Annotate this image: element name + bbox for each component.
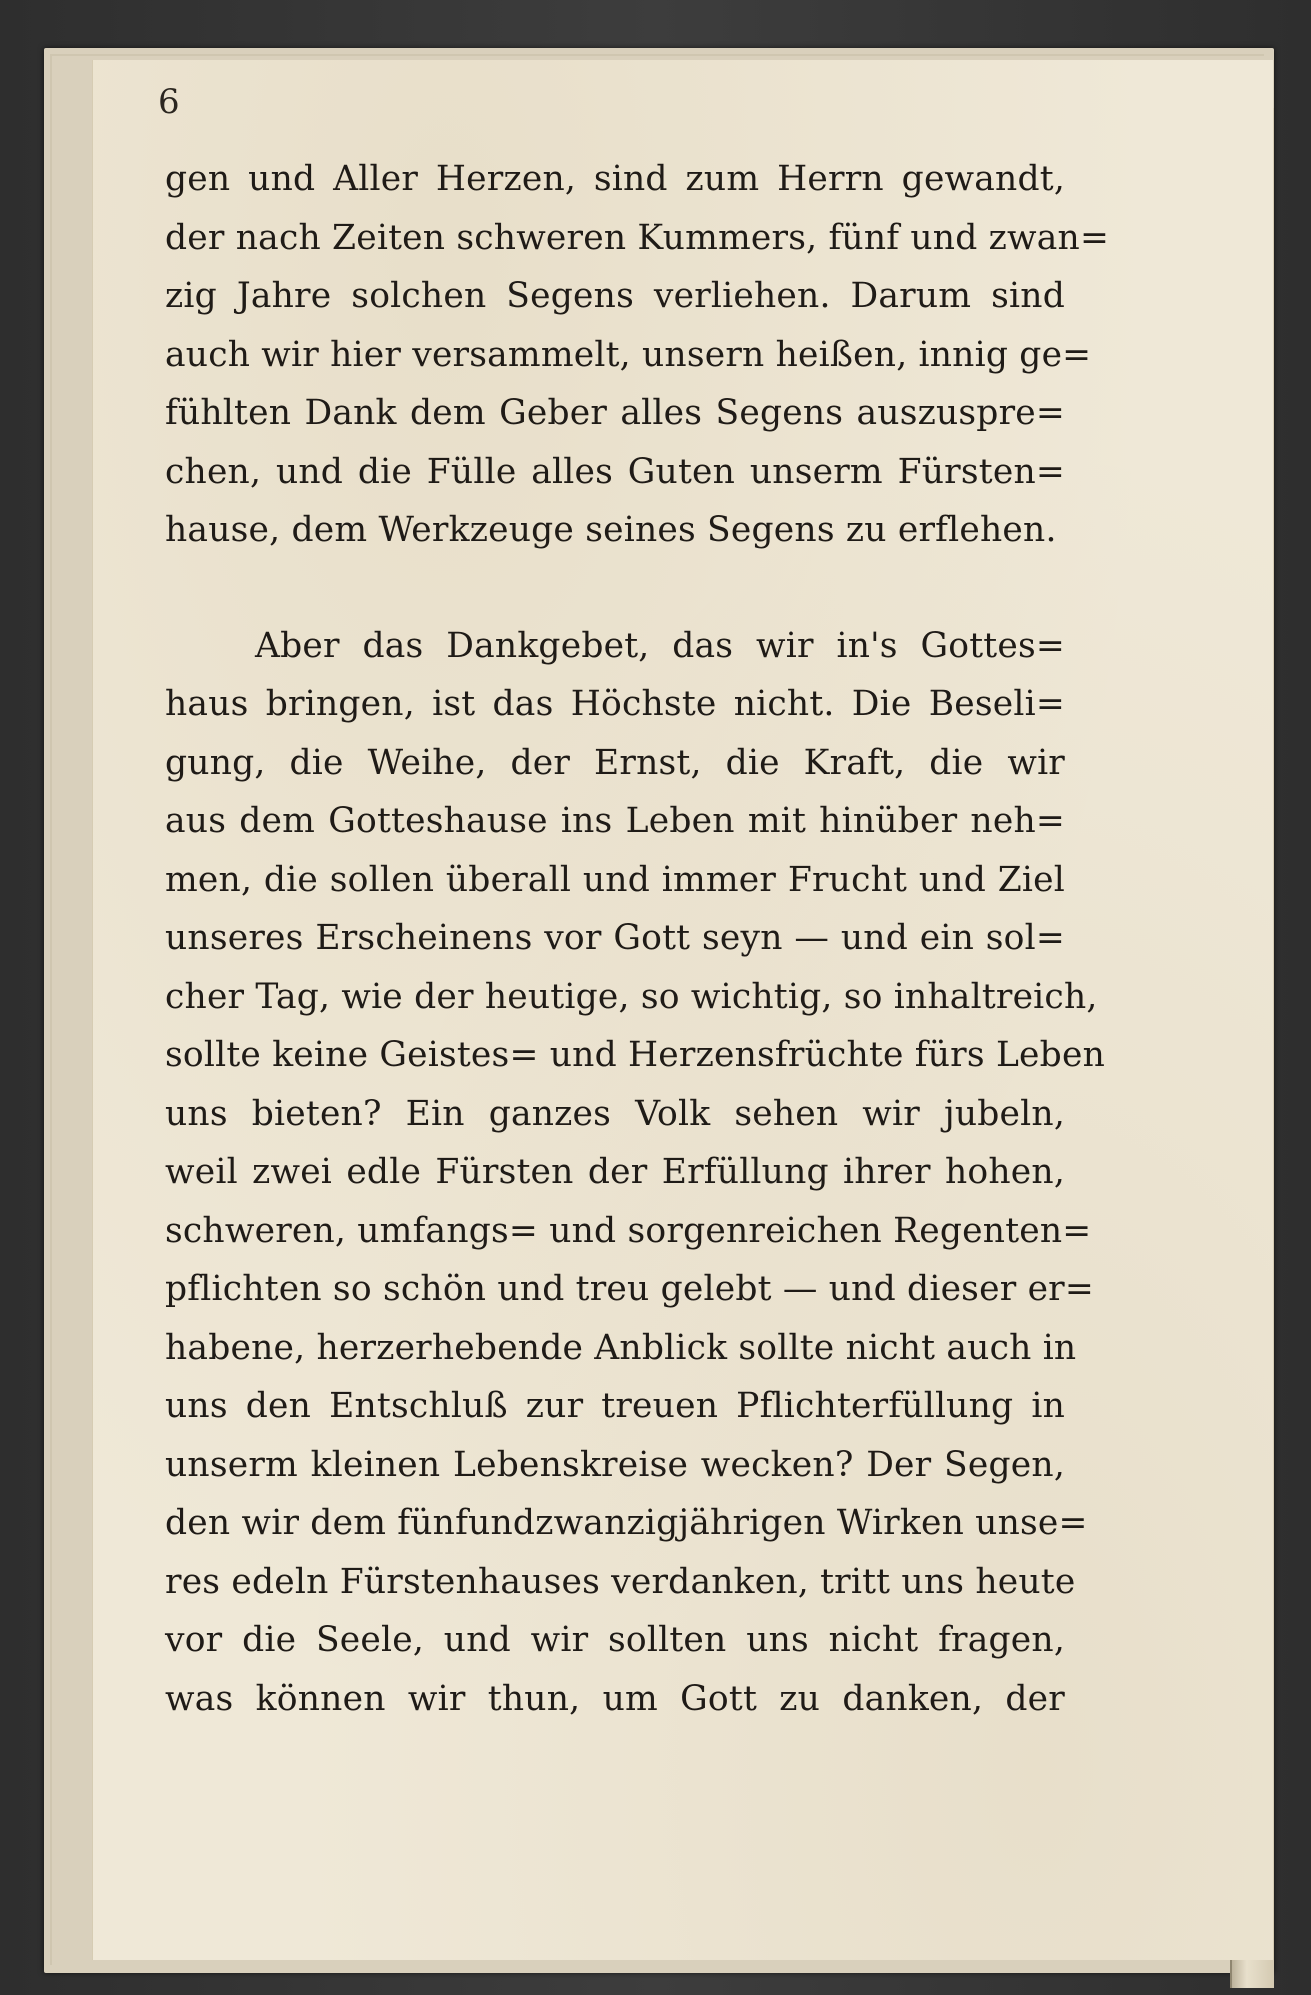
text-line: men, die sollen überall und immer Frucht und Ziel [165, 859, 1065, 900]
text-line: uns den Entschluß zur treuen Pflichterfüllung in [165, 1386, 1065, 1426]
text-line: den wir dem fünfundzwanzigjährigen Wirken unse= [165, 1503, 1088, 1543]
text-line: unserm kleinen Lebenskreise wecken? Der Segen, [165, 1444, 1065, 1485]
text-line: gen und Aller Herzen, sind zum Herrn gewandt, [165, 159, 1065, 199]
text-line: chen, und die Fülle alles Guten unserm Fürsten= [165, 451, 1065, 492]
text-line: unseres Erscheinens vor Gott seyn — und ein sol= [165, 918, 1065, 958]
text-line: res edeln Fürstenhauses verdanken, tritt uns heute [165, 1561, 1076, 1602]
text-line: weil zwei edle Fürsten der Erfüllung ihrer hohen, [165, 1152, 1065, 1192]
text-line: habene, herzerhebende Anblick sollte nicht auch in [165, 1327, 1077, 1368]
paragraph-2 [165, 617, 1105, 1729]
text-line: hause, dem Werkzeuge seines Segens zu erflehen. [165, 510, 1057, 550]
text-line: schweren, umfangs= und sorgenreichen Regenten= [165, 1210, 1092, 1251]
text-line: was können wir thun, um Gott zu danken, der [165, 1678, 1065, 1719]
text-line: pflichten so schön und treu gelebt — und dieser er= [165, 1269, 1094, 1309]
text-line: Aber das Dankgebet, das wir in's Gottes= [255, 625, 1065, 666]
text-line: gung, die Weihe, der Ernst, die Kraft, die wir [165, 742, 1065, 783]
paragraph-gap [165, 560, 1065, 617]
text-line: vor die Seele, und wir sollten uns nicht fragen, [165, 1620, 1065, 1660]
text-line: fühlten Dank dem Geber alles Segens auszuspre= [165, 393, 1065, 433]
text-line: uns bieten? Ein ganzes Volk sehen wir jubeln, [165, 1093, 1065, 1134]
page-number: 6 [158, 82, 180, 122]
text-line: cher Tag, wie der heutige, so wichtig, so inhaltreich, [165, 976, 1098, 1017]
text-line: der nach Zeiten schweren Kummers, fünf und zwan= [165, 217, 1110, 258]
text-line: auch wir hier versammelt, unsern heißen, innig ge= [165, 334, 1092, 375]
paragraph-1 [165, 150, 1110, 560]
text-line: aus dem Gotteshause ins Leben mit hinüber neh= [165, 801, 1065, 841]
text-line: sollte keine Geistes= und Herzensfrüchte fürs Leben [165, 1035, 1105, 1075]
text-line: haus bringen, ist das Höchste nicht. Die Beseli= [165, 684, 1065, 724]
page-text [165, 150, 1110, 1728]
text-line: zig Jahre solchen Segens verliehen. Darum sind [165, 276, 1065, 316]
